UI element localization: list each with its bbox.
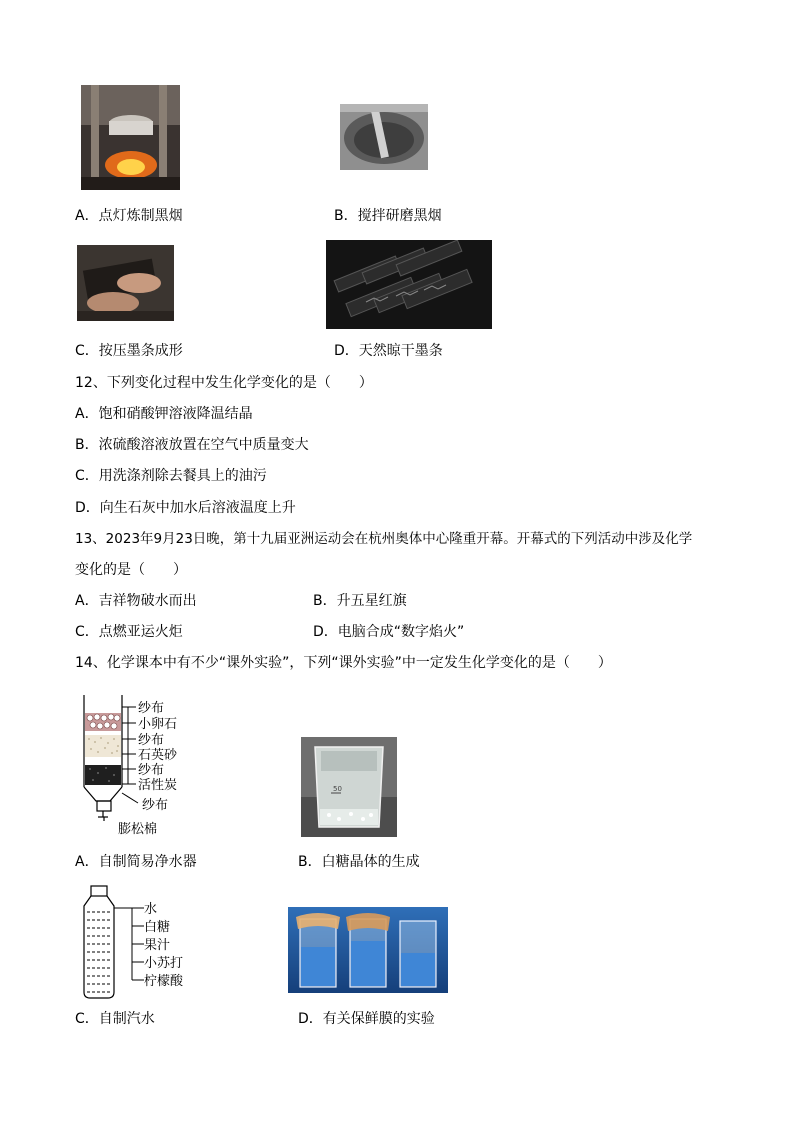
q12-option-b: B．浓硫酸溶液放置在空气中质量变大	[75, 437, 309, 453]
bottle-label-4: 小苏打	[144, 956, 184, 971]
grinding-photo	[340, 104, 428, 170]
sugar-crystal-beaker-photo	[301, 737, 397, 837]
filter-label-8: 膨松棉	[118, 822, 158, 837]
q13-stem-line2: 变化的是（ ）	[75, 562, 187, 578]
q13-option-d: D．电脑合成“数字焰火”	[313, 624, 465, 640]
filter-label-2: 小卵石	[138, 717, 178, 732]
filter-label-1: 纱布	[138, 701, 165, 716]
q13-option-b: B．升五星红旗	[313, 593, 407, 609]
q14-option-d: D．有关保鲜膜的实验	[298, 1011, 435, 1027]
filter-label-7: 纱布	[142, 798, 169, 813]
q14-stem: 14、化学课本中有不少“课外实验”，下列“课外实验”中一定发生化学变化的是（ ）	[75, 655, 612, 671]
q11-option-a: A．点灯炼制黑烟	[75, 208, 183, 224]
beaker-mark: 50	[333, 785, 342, 793]
lamp-smoke-photo	[81, 85, 180, 190]
bottle-label-3: 果汁	[144, 938, 171, 953]
filter-label-5: 纱布	[138, 763, 165, 778]
q12-option-c: C．用洗涤剂除去餐具上的油污	[75, 468, 267, 484]
filter-label-3: 纱布	[138, 733, 165, 748]
filter-label-4: 石英砂	[138, 748, 178, 763]
pressing-photo	[77, 245, 174, 321]
bottle-label-1: 水	[144, 902, 158, 917]
q13-option-c: C．点燃亚运火炬	[75, 624, 183, 640]
q11-option-c: C．按压墨条成形	[75, 343, 183, 359]
plastic-wrap-beakers-photo	[288, 907, 448, 993]
q12-option-d: D．向生石灰中加水后溶液温度上升	[75, 500, 296, 516]
q14-option-c: C．自制汽水	[75, 1011, 155, 1027]
filter-label-6: 活性炭	[138, 778, 178, 793]
q14-option-a: A．自制简易净水器	[75, 854, 197, 870]
bottle-label-2: 白糖	[144, 920, 171, 935]
q11-option-d: D．天然晾干墨条	[334, 343, 443, 359]
ink-sticks-photo	[326, 240, 492, 329]
q12-option-a: A．饱和硝酸钾溶液降温结晶	[75, 406, 253, 422]
q13-option-a: A．吉祥物破水而出	[75, 593, 197, 609]
soda-bottle-diagram	[78, 884, 198, 1004]
q14-option-b: B．白糖晶体的生成	[298, 854, 420, 870]
water-filter-diagram	[78, 693, 198, 841]
q11-option-b: B．搅拌研磨黑烟	[334, 208, 442, 224]
q13-stem-line1: 13、2023年9月23日晚，第十九届亚洲运动会在杭州奥体中心隆重开幕。开幕式的下列活动中涉及化学	[75, 531, 693, 547]
bottle-label-5: 柠檬酸	[144, 974, 184, 989]
q12-stem: 12、下列变化过程中发生化学变化的是（ ）	[75, 375, 373, 391]
